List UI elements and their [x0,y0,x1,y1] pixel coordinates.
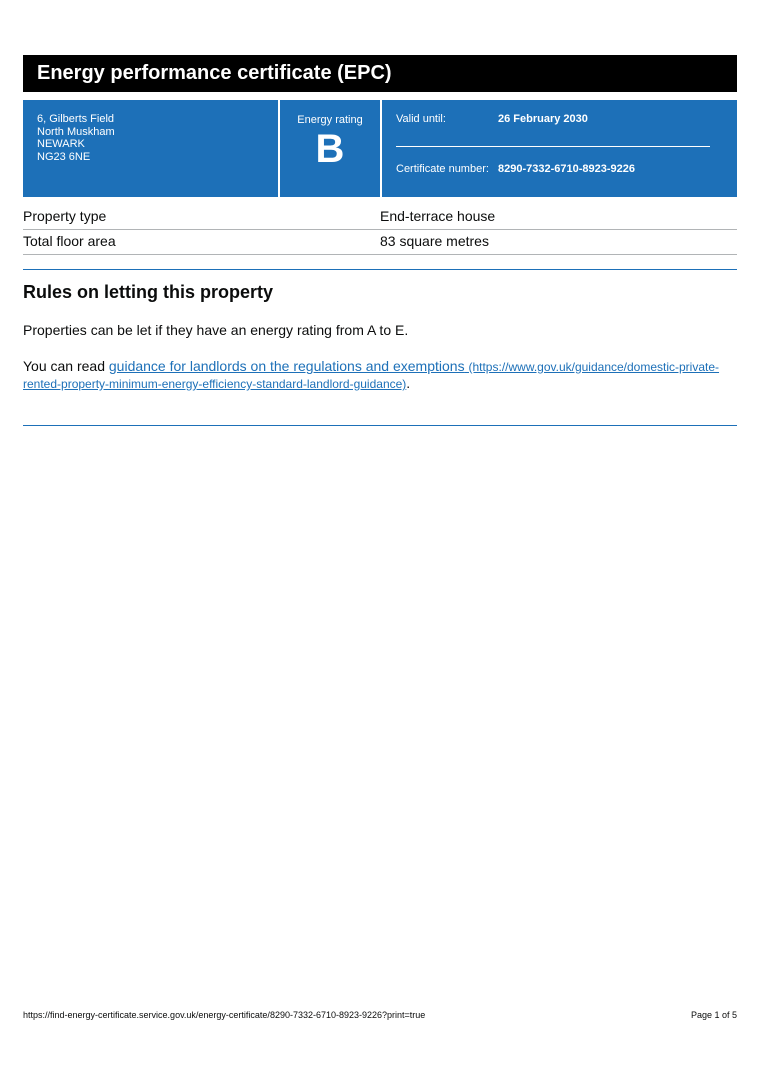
page-title: Energy performance certificate (EPC) [23,55,737,92]
guidance-link-text: guidance for landlords on the regulations and exemptions [108,358,465,374]
table-row [23,230,737,255]
footer-url: https://find-energy-certificate.service.gov.uk/energy-certificate/8290-7332-6710-8923-9226?print=true [23,1010,426,1020]
energy-rating-letter: B [315,127,345,171]
floor-area-label: Total floor area [23,233,116,249]
valid-until-label: Valid until: [396,113,446,125]
page-footer [23,1010,737,1020]
energy-rating-label: Energy rating [297,114,363,126]
landlord-guidance-link[interactable] [23,358,719,391]
energy-rating [280,100,380,197]
details-separator [396,146,710,147]
property-address [23,100,278,197]
guidance-prefix: You can read [23,358,105,374]
page-number: Page 1 of 5 [690,1010,737,1020]
valid-until-row [396,113,588,125]
property-details-table [23,205,737,255]
certificate-number-value: 8290-7332-6710-8923-9226 [498,163,636,175]
address-line: NEWARK [37,138,85,150]
guidance-url: (https://www.gov.uk/guidance/domestic-private-rented-property-minimum-energy-efficiency-standard-landlord-guidance) [23,360,720,391]
property-type-value: End-terrace house [380,208,496,224]
guidance-suffix: . [406,375,411,391]
floor-area-value: 83 square metres [380,233,489,249]
letting-heading: Rules on letting this property [23,282,274,302]
certificate-number-row [396,163,635,175]
certificate-number-label: Certificate number: [396,163,489,175]
section-divider [23,269,737,270]
guidance-paragraph [23,358,737,392]
table-row [23,205,737,230]
address-line: North Muskham [37,125,115,138]
address-line: 6, Gilberts Field [37,113,115,125]
section-divider [23,425,737,426]
address-line: NG23 6NE [37,150,91,163]
certificate-summary [23,100,737,197]
property-type-label: Property type [23,208,107,224]
letting-rules-text: Properties can be let if they have an energy rating from A to E. [23,322,409,338]
certificate-details [382,100,737,197]
valid-until-value: 26 February 2030 [498,113,588,125]
